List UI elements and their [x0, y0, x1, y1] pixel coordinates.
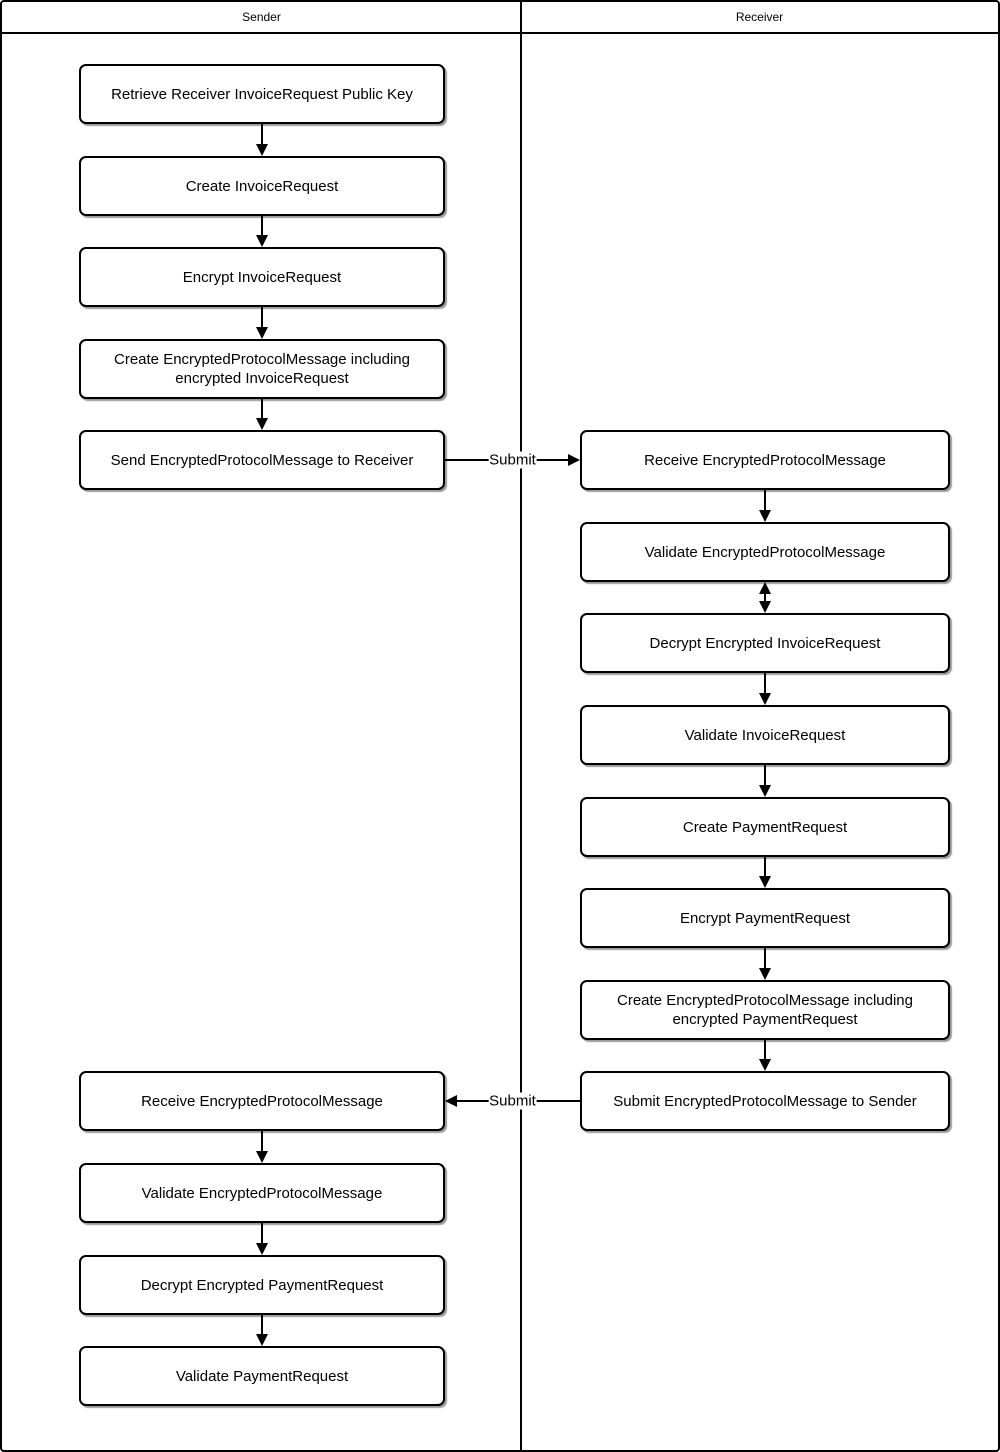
flow-node-create-paymentrequest: [580, 797, 950, 857]
flow-node-sender-receive-encryptedprotocolmessage: [79, 1071, 445, 1131]
flow-node-label: Decrypt Encrypted PaymentRequest: [140, 1276, 384, 1294]
edge-label-submit: Submit: [489, 451, 536, 469]
flow-node-validate-paymentrequest: [79, 1346, 445, 1406]
lane-label-receiver: Receiver: [735, 10, 784, 24]
edge-label-submit: Submit: [489, 1092, 536, 1110]
flow-node-label: Send EncryptedProtocolMessage to Receiver: [110, 451, 414, 469]
nodes-layer: [2, 2, 998, 1450]
flow-node-label: Validate InvoiceRequest: [684, 726, 846, 744]
flow-node-label: Retrieve Receiver InvoiceRequest Public Key: [111, 85, 413, 103]
lane-label-sender: Sender: [242, 10, 281, 24]
flow-node-create-encryptedprotocolmessage-invoicerequest: [79, 339, 445, 399]
flow-node-decrypt-encrypted-invoicerequest: [580, 613, 950, 673]
flow-node-create-encryptedprotocolmessage-paymentrequest: [580, 980, 950, 1040]
flow-node-retrieve-receiver-invoicerequest-public-key: [79, 64, 445, 124]
flow-node-label: Create EncryptedProtocolMessage including encrypted InvoiceRequest: [114, 351, 410, 387]
flow-node-receiver-validate-encryptedprotocolmessage: [580, 522, 950, 582]
flow-node-receiver-receive-encryptedprotocolmessage: [580, 430, 950, 490]
flow-node-label: Submit EncryptedProtocolMessage to Sender: [613, 1092, 917, 1110]
flow-node-decrypt-encrypted-paymentrequest: [79, 1255, 445, 1315]
flow-node-label: Create EncryptedProtocolMessage including encrypted PaymentRequest: [617, 992, 913, 1028]
flow-node-label: Validate PaymentRequest: [175, 1367, 349, 1385]
flow-node-label: Validate EncryptedProtocolMessage: [644, 543, 886, 561]
flow-node-label: Validate EncryptedProtocolMessage: [141, 1184, 383, 1202]
flow-node-create-invoicerequest: [79, 156, 445, 216]
flow-node-sender-validate-encryptedprotocolmessage: [79, 1163, 445, 1223]
flow-node-label: Receive EncryptedProtocolMessage: [644, 451, 886, 469]
flow-node-label: Receive EncryptedProtocolMessage: [141, 1092, 383, 1110]
flow-node-validate-invoicerequest: [580, 705, 950, 765]
flow-node-label: Create InvoiceRequest: [185, 177, 339, 195]
flow-node-label: Create PaymentRequest: [682, 818, 848, 836]
flow-node-encrypt-invoicerequest: [79, 247, 445, 307]
flow-node-send-encryptedprotocolmessage-to-receiver: [79, 430, 445, 490]
flow-node-label: Decrypt Encrypted InvoiceRequest: [649, 634, 881, 652]
flow-node-label: Encrypt InvoiceRequest: [182, 268, 342, 286]
flow-node-submit-encryptedprotocolmessage-to-sender: [580, 1071, 950, 1131]
flow-node-encrypt-paymentrequest: [580, 888, 950, 948]
flow-node-label: Encrypt PaymentRequest: [679, 909, 851, 927]
